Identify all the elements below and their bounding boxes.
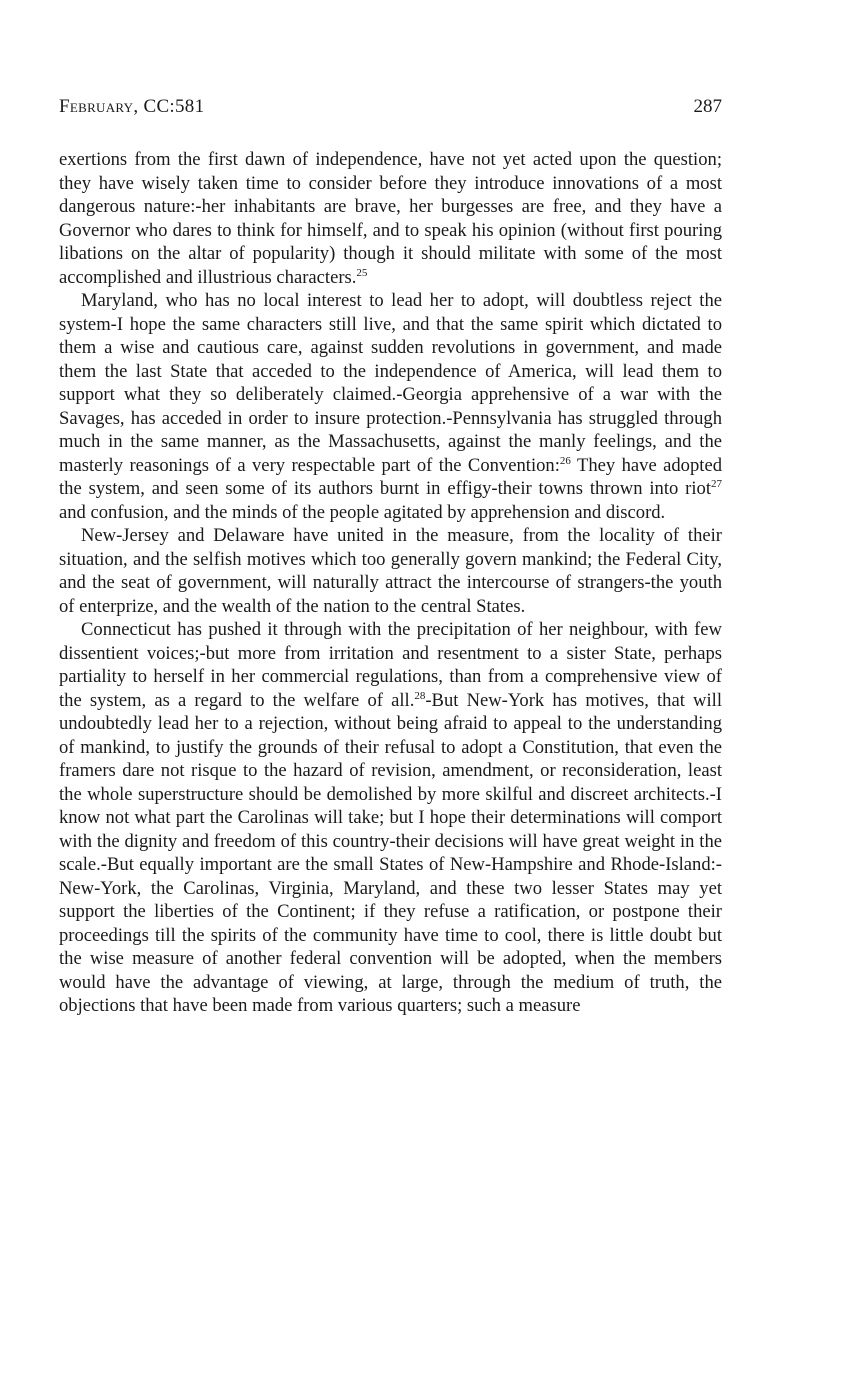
paragraph-1 bbox=[59, 148, 722, 289]
running-head-month: February, bbox=[59, 96, 139, 117]
footnote-reference: 25 bbox=[356, 266, 368, 279]
running-head-document-number: CC:581 bbox=[138, 96, 205, 117]
book-page bbox=[59, 96, 722, 1018]
paragraph-3 bbox=[59, 524, 722, 618]
page-number: 287 bbox=[693, 96, 722, 117]
body-text bbox=[59, 148, 722, 1018]
paragraph-2 bbox=[59, 289, 722, 524]
running-head bbox=[59, 96, 722, 126]
paragraph-text: exertions from the first dawn of independence, have not yet acted upon the question; they have wisely taken time to consider before they introduce innovations of a most dangerous nature:-her inhabitants are brave, her burgesses are free, and they have a Governor who dares to think for himself, and to speak his opinion (without first pouring libations on the altar of popularity) though it should militate with some of the most accomplished and illustrious characters. bbox=[59, 149, 722, 288]
paragraph-text: Maryland, who has no local interest to lead her to adopt, will doubtless reject the system-I hope the same characters still live, and that the same spirit which dictated to them a wise and cautious care, against sudden revolutions in government, and made them the last State that acceded to the independence of America, will lead them to support what they so deliberately claimed.-Georgia apprehensive of a war with the Savages, has acceded in order to insure protection.-Pennsylvania has struggled through much in the same manner, as the Massachusetts, against the manly feelings, and the masterly reasonings of a very respectable part of the Convention: bbox=[59, 290, 722, 476]
paragraph-text: Connecticut has pushed it through with the precipitation of her neighbour, with few dissentient voices;-but more from irritation and resentment to a sister State, perhaps partiality to herself in her commercial regulations, than from a comprehensive view of the system, as a regard to the welfare of all. bbox=[59, 619, 722, 711]
footnote-reference: 28 bbox=[414, 689, 426, 702]
footnote-reference: 26 bbox=[559, 454, 571, 467]
paragraph-text: -But New-York has motives, that will undoubtedly lead her to a rejection, without being afraid to appeal to the understanding of mankind, to justify the grounds of their refusal to adopt a Constitution, that even the framers dare not risque to the hazard of revision, amendment, or reconsideration, least the whole superstructure should be demolished by more skilful and discreet architects.-I know not what part the Carolinas will take; but I hope their determinations will comport with the dignity and freedom of this country-their decisions will have great weight in the scale.-But equally important are the small States of New-Hampshire and Rhode-Island:-New-York, the Carolinas, Virginia, Maryland, and these two lesser States may yet support the liberties of the Continent; if they refuse a ratification, or postpone their proceedings till the spirits of the community have time to cool, there is little doubt but the wise measure of another federal convention will be adopted, when the members would have the advantage of viewing, at large, through the medium of truth, the objections that have been made from various quarters; such a measure bbox=[59, 689, 722, 1016]
running-head-title bbox=[59, 96, 204, 118]
footnote-reference: 27 bbox=[711, 478, 722, 490]
paragraph-text: They have adopted the system, and seen some of its authors burnt in effigy-their towns thrown into riot bbox=[59, 454, 722, 499]
paragraph-text: and confusion, and the minds of the people agitated by apprehension and discord. bbox=[59, 501, 666, 523]
paragraph-4 bbox=[59, 618, 722, 1018]
paragraph-text: New-Jersey and Delaware have united in the measure, from the locality of their situation, and the selfish motives which too generally govern mankind; the Federal City, and the seat of government, will naturally attract the intercourse of strangers-the youth of enterprize, and the wealth of the nation to the central States. bbox=[59, 525, 722, 617]
